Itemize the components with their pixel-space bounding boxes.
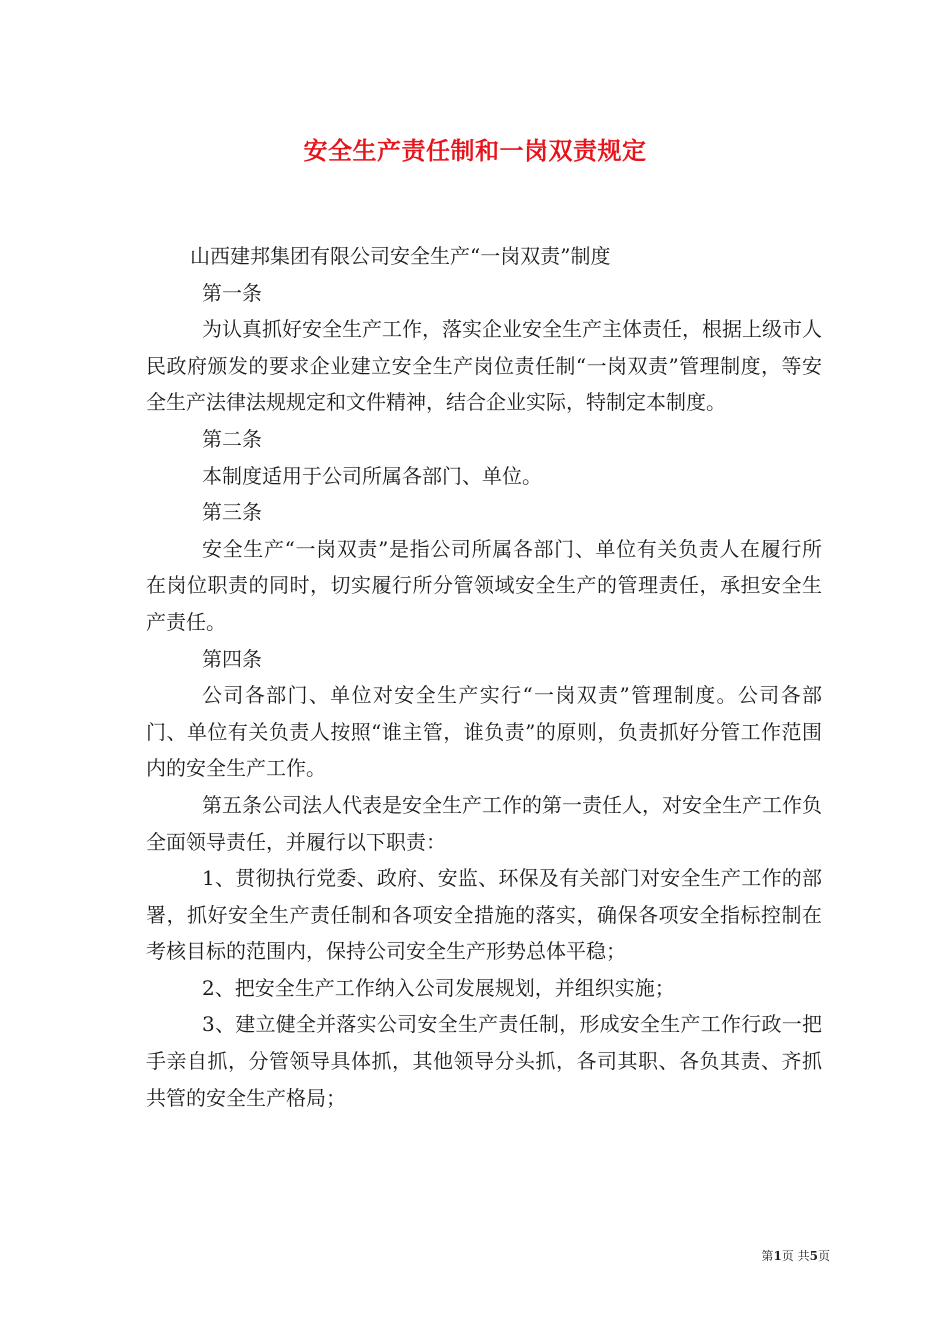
article-heading-3: 第三条	[202, 500, 262, 525]
article-3-text: 安全生产“一岗双责”是指公司所属各部门、单位有关负责人在履行所在岗位职责的同时，切实履行所分管领域安全生产的管理责任，承担安全生产责任。	[146, 536, 822, 634]
document-body	[146, 238, 822, 1116]
page-number-footer	[690, 1247, 830, 1264]
footer-total-pages: 5	[809, 1249, 818, 1263]
footer-prefix: 第	[761, 1249, 774, 1263]
article-heading-2: 第二条	[202, 426, 262, 451]
duty-item-2: 2、把安全生产工作纳入公司发展规划，并组织实施；	[202, 975, 675, 1000]
footer-middle: 页 共	[781, 1249, 810, 1263]
article-2-text: 本制度适用于公司所属各部门、单位。	[202, 463, 542, 488]
duty-item-1: 1、贯彻执行党委、政府、安监、环保及有关部门对安全生产工作的部署，抓好安全生产责任制和各项安全措施的落实，确保各项安全指标控制在考核目标的范围内，保持公司安全生产形势总体平稳；	[146, 866, 822, 964]
footer-current-page: 1	[773, 1249, 782, 1263]
organization-heading: 山西建邦集团有限公司安全生产“一岗双责”制度	[190, 244, 611, 268]
document-title: 安全生产责任制和一岗双责规定	[303, 136, 647, 165]
duty-item-3: 3、建立健全并落实公司安全生产责任制，形成安全生产工作行政一把手亲自抓，分管领导具体抓，其他领导分头抓，各司其职、各负其责、齐抓共管的安全生产格局；	[146, 1012, 822, 1110]
article-heading-1: 第一条	[202, 280, 262, 305]
article-heading-4: 第四条	[202, 646, 262, 671]
article-4-text: 公司各部门、单位对安全生产实行“一岗双责”管理制度。公司各部门、单位有关负责人按照“谁主管，谁负责”的原则，负责抓好分管工作范围内的安全生产工作。	[146, 683, 822, 781]
article-5-text: 第五条公司法人代表是安全生产工作的第一责任人，对安全生产工作负全面领导责任，并履行以下职责：	[146, 792, 822, 854]
article-1-text: 为认真抓好安全生产工作，落实企业安全生产主体责任，根据上级市人民政府颁发的要求企业建立安全生产岗位责任制“一岗双责”管理制度，等安全生产法律法规规定和文件精神，结合企业实际，特制定本制度。	[146, 317, 822, 415]
footer-suffix: 页	[817, 1249, 830, 1263]
